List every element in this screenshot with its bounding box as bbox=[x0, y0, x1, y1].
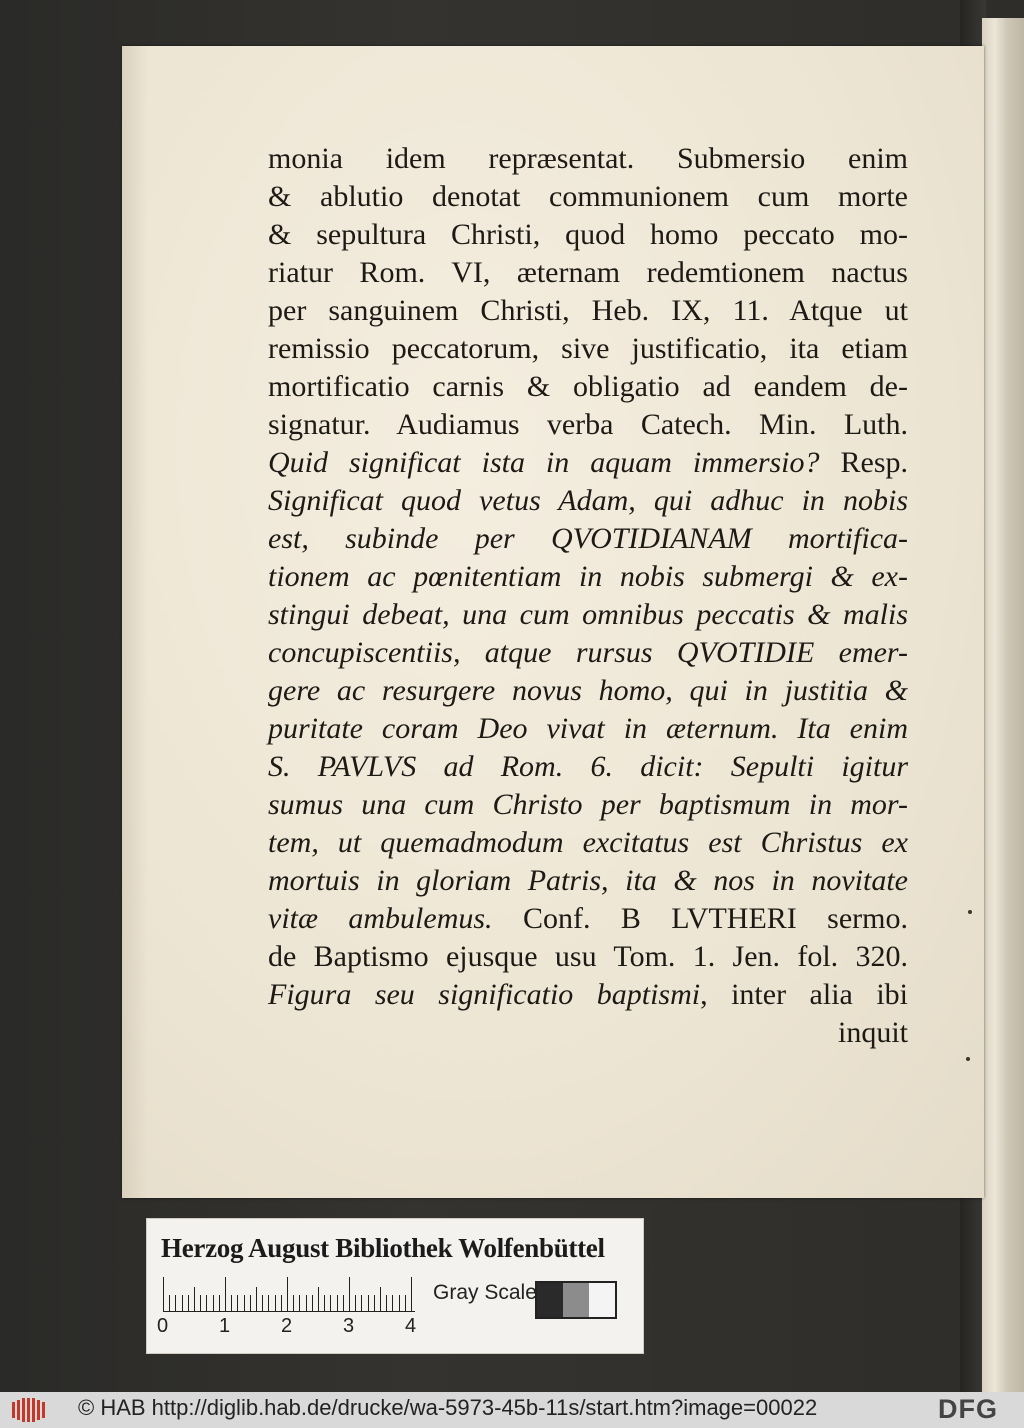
text-line: per sanguinem Christi, Heb. IX, 11. Atque ut bbox=[268, 294, 908, 327]
book-leaf-edge bbox=[982, 18, 1024, 1392]
page-gutter bbox=[122, 46, 148, 1198]
ruler-number: 3 bbox=[343, 1315, 355, 1337]
text-line: stingui debeat, una cum omnibus peccatis & malis bbox=[268, 598, 908, 631]
ruler-tick bbox=[237, 1295, 238, 1311]
text-line: mortuis in gloriam Patris, ita & nos in novitate bbox=[268, 864, 908, 897]
text-line bbox=[268, 976, 908, 1014]
ruler-tick bbox=[374, 1295, 375, 1311]
ruler-tick bbox=[312, 1295, 313, 1311]
text-line: Significat quod vetus Adam, qui adhuc in nobis bbox=[268, 484, 908, 517]
text-line bbox=[268, 444, 908, 482]
ruler-tick bbox=[368, 1295, 369, 1311]
ruler-tick bbox=[337, 1295, 338, 1311]
ruler bbox=[163, 1277, 415, 1312]
footer-bar bbox=[0, 1392, 1024, 1428]
text-line: & sepultura Christi, quod homo peccato mo- bbox=[268, 218, 908, 251]
ruler-tick bbox=[213, 1295, 214, 1311]
ruler-tick bbox=[318, 1287, 319, 1311]
italic-segment: vitæ ambulemus. bbox=[268, 902, 493, 935]
text-line: tionem ac pœnitentiam in nobis submergi & ex- bbox=[268, 560, 908, 593]
grayscale-step bbox=[537, 1283, 563, 1317]
text-line: remissio peccatorum, sive justificatio, ita etiam bbox=[268, 332, 908, 365]
ruler-tick bbox=[343, 1295, 344, 1311]
grayscale-step bbox=[589, 1283, 615, 1317]
text-line: S. PAVLVS ad Rom. 6. dicit: Sepulti igitur bbox=[268, 750, 908, 783]
ruler-tick bbox=[188, 1295, 189, 1311]
text-line: & ablutio denotat communionem cum morte bbox=[268, 180, 908, 213]
text-line: riatur Rom. VI, æternam redemtionem nactus bbox=[268, 256, 908, 289]
ruler-tick bbox=[361, 1295, 362, 1311]
text-line: est, subinde per QVOTIDIANAM mortifica- bbox=[268, 522, 908, 555]
ruler-tick bbox=[293, 1295, 294, 1311]
text-line: monia idem repræsentat. Submersio enim bbox=[268, 142, 908, 175]
ruler-tick bbox=[405, 1295, 406, 1311]
roman-segment: , inter alia ibi bbox=[700, 978, 908, 1011]
grayscale-step bbox=[563, 1283, 589, 1317]
ruler-tick bbox=[231, 1295, 232, 1311]
ruler-tick bbox=[287, 1277, 288, 1311]
text-line: tem, ut quemadmodum excitatus est Christus ex bbox=[268, 826, 908, 859]
text-line: puritate coram Deo vivat in æternum. Ita enim bbox=[268, 712, 908, 745]
ruler-tick bbox=[399, 1295, 400, 1311]
catchword: inquit bbox=[837, 1016, 908, 1049]
ruler-tick bbox=[380, 1287, 381, 1311]
ruler-tick bbox=[206, 1295, 207, 1311]
text-line: de Baptismo ejusque usu Tom. 1. Jen. fol. 320. bbox=[268, 940, 908, 973]
ruler-numbers bbox=[157, 1315, 427, 1339]
grayscale-label: Gray Scale bbox=[433, 1281, 537, 1304]
ruler-tick bbox=[256, 1287, 257, 1311]
hab-logo-icon bbox=[12, 1398, 46, 1422]
ruler-tick bbox=[262, 1295, 263, 1311]
ruler-tick bbox=[182, 1295, 183, 1311]
roman-segment: Conf. B LVTHERI sermo. bbox=[492, 902, 908, 935]
card-title: Herzog August Bibliothek Wolfenbüttel bbox=[161, 1233, 605, 1263]
ruler-tick bbox=[194, 1287, 195, 1311]
ruler-tick bbox=[200, 1295, 201, 1311]
grayscale-swatch bbox=[535, 1281, 617, 1319]
ruler-tick bbox=[386, 1295, 387, 1311]
italic-segment: Quid significat ista in aquam immersio? bbox=[268, 446, 820, 479]
ruler-tick bbox=[324, 1295, 325, 1311]
ruler-tick bbox=[349, 1277, 350, 1311]
ruler-tick bbox=[169, 1295, 170, 1311]
dfg-logo: DFG bbox=[938, 1394, 998, 1424]
source-url[interactable]: © HAB http://diglib.hab.de/drucke/wa-5973-45b-11s/start.htm?image=00022 bbox=[78, 1395, 818, 1420]
ruler-tick bbox=[225, 1277, 226, 1311]
text-line: mortificatio carnis & obligatio ad eandem de- bbox=[268, 370, 908, 403]
ruler-tick bbox=[330, 1295, 331, 1311]
ink-speck bbox=[966, 1057, 970, 1061]
ruler-number: 1 bbox=[219, 1315, 231, 1337]
ruler-tick bbox=[163, 1277, 164, 1311]
ink-speck bbox=[968, 910, 972, 914]
ruler-tick bbox=[299, 1295, 300, 1311]
roman-segment: Resp. bbox=[819, 446, 908, 479]
ruler-tick bbox=[275, 1295, 276, 1311]
page-text bbox=[268, 140, 908, 1052]
ruler-tick bbox=[244, 1295, 245, 1311]
ruler-number: 2 bbox=[281, 1315, 293, 1337]
text-line: sumus una cum Christo per baptismum in mor- bbox=[268, 788, 908, 821]
ruler-tick bbox=[219, 1295, 220, 1311]
ruler-number: 4 bbox=[405, 1315, 417, 1337]
ruler-tick bbox=[411, 1277, 412, 1311]
ruler-tick bbox=[281, 1295, 282, 1311]
ruler-tick bbox=[268, 1295, 269, 1311]
text-line: signatur. Audiamus verba Catech. Min. Luth. bbox=[268, 408, 908, 441]
text-line: gere ac resurgere novus homo, qui in justitia & bbox=[268, 674, 908, 707]
ruler-tick bbox=[355, 1295, 356, 1311]
text-line bbox=[268, 900, 908, 938]
ruler-tick bbox=[250, 1295, 251, 1311]
ruler-tick bbox=[175, 1295, 176, 1311]
ruler-tick bbox=[392, 1295, 393, 1311]
ruler-tick bbox=[306, 1295, 307, 1311]
text-line: concupiscentiis, atque rursus QVOTIDIE emer- bbox=[268, 636, 908, 669]
ruler-number: 0 bbox=[157, 1315, 169, 1337]
color-reference-card bbox=[146, 1218, 644, 1354]
italic-segment: Figura seu significatio baptismi bbox=[268, 978, 701, 1011]
